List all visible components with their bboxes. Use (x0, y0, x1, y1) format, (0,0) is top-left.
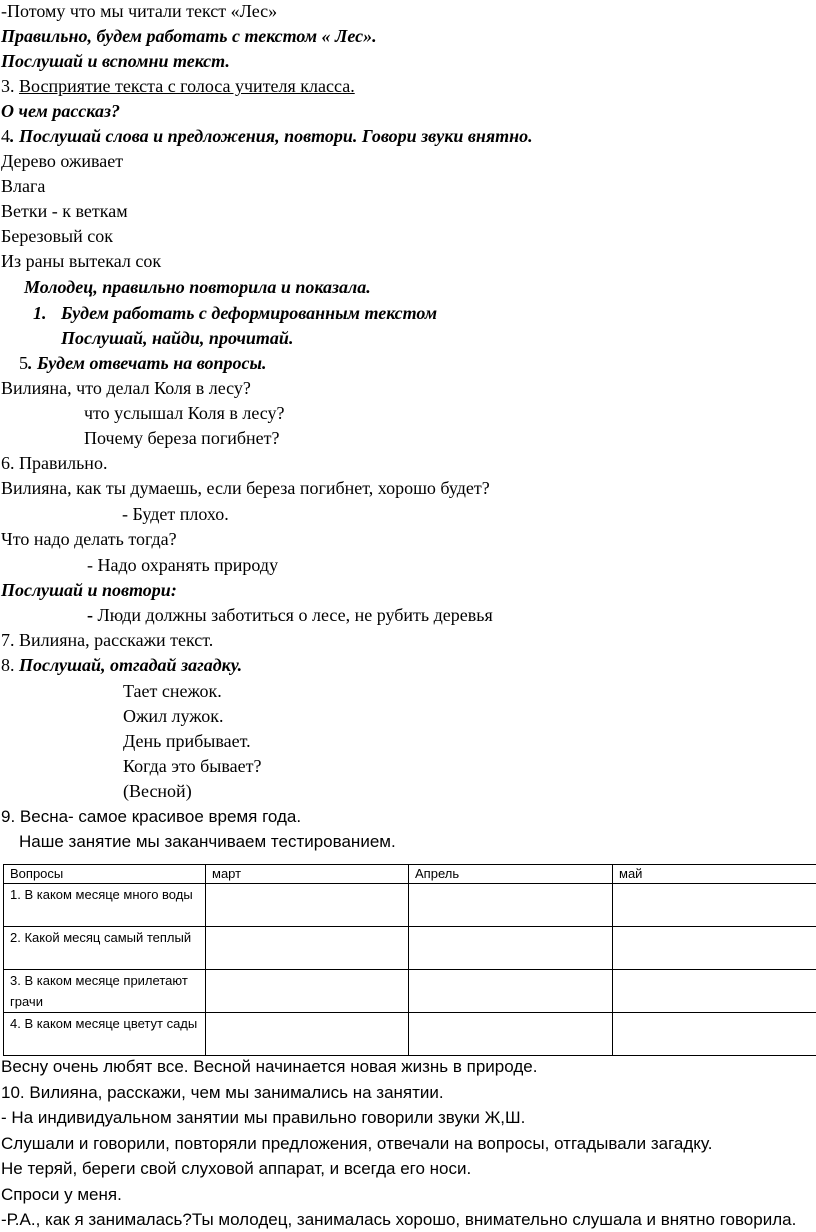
text-line: Ветки - к веткам (1, 201, 128, 221)
text-line: Вилияна, что делал Коля в лесу? (1, 378, 251, 398)
item-number: 4 (1, 126, 10, 146)
table-cell (206, 884, 409, 927)
text-line: Послушай, найди, прочитай. (61, 328, 294, 348)
table-cell (613, 927, 816, 970)
table-header-cell: Апрель (409, 865, 613, 884)
text-line: 9. Весна- самое красивое время года. (1, 807, 302, 826)
table-row (4, 1013, 816, 1056)
text-line: Березовый сок (1, 226, 113, 246)
table-row (4, 884, 816, 927)
item-number: 8. (1, 655, 19, 675)
item-text: Послушай, отгадай загадку. (19, 655, 243, 675)
table-cell (206, 970, 409, 1013)
table-header-cell: март (206, 865, 409, 884)
text-line (1, 654, 242, 676)
table-cell (409, 884, 613, 927)
riddle-line: Тает снежок. (123, 681, 222, 701)
table-header-cell: май (613, 865, 816, 884)
text-line: Будем работать с деформированным текстом (61, 303, 438, 323)
text-line: Что надо делать тогда? (1, 529, 177, 549)
table-cell (409, 1013, 613, 1056)
text-line: что услышал Коля в лесу? (84, 403, 285, 423)
text-line: 7. Вилияна, расскажи текст. (1, 630, 214, 650)
riddle-line: Ожил лужок. (123, 706, 224, 726)
text-line: Наше занятие мы заканчиваем тестированием. (19, 832, 396, 851)
table-cell (409, 970, 613, 1013)
table-cell (409, 927, 613, 970)
text-line (19, 352, 267, 374)
table-cell-question: 1. В каком месяце много воды (4, 884, 206, 927)
text-line: -Р.А., как я занималась?Ты молодец, занималась хорошо, внимательно слушала и внятно говорила. (1, 1210, 797, 1229)
text-line: 6. Правильно. (1, 453, 108, 473)
riddle-line: Когда это бывает? (123, 756, 262, 776)
text-line: О чем рассказ? (1, 101, 120, 121)
text-line: Молодец, правильно повторила и показала. (24, 277, 371, 297)
table-row (4, 927, 816, 970)
riddle-line: День прибывает. (123, 731, 251, 751)
dash: - (87, 605, 98, 625)
text-line: Правильно, будем работать с текстом « Лес». (1, 26, 377, 46)
text-line: Спроси у меня. (1, 1185, 122, 1204)
text-line: Из раны вытекал сок (1, 251, 162, 271)
text-line: Дерево оживает (1, 151, 124, 171)
table-cell-question: 3. В каком месяце прилетают грачи (4, 970, 206, 1013)
text-line: Послушай и вспомни текст. (1, 51, 230, 71)
table-cell (613, 1013, 816, 1056)
table-header-cell: Вопросы (4, 865, 206, 884)
text-line: - Будет плохо. (122, 504, 229, 524)
item-text: Восприятие текста с голоса учителя класса. (19, 76, 355, 96)
text-line: - Надо охранять природу (87, 555, 279, 575)
test-table (3, 864, 816, 1056)
item-text: Люди должны заботиться о лесе, не рубить деревья (97, 605, 493, 625)
table-cell-question: 4. В каком месяце цветут сады (4, 1013, 206, 1056)
item-number: 5 (19, 353, 28, 373)
text-line: - На индивидуальном занятии мы правильно говорили звуки Ж,Ш. (1, 1108, 526, 1127)
table-cell (613, 970, 816, 1013)
text-line (1, 125, 533, 147)
text-line: Вилияна, как ты думаешь, если береза погибнет, хорошо будет? (1, 478, 490, 498)
text-line: 10. Вилияна, расскажи, чем мы занимались на занятии. (1, 1083, 444, 1102)
table-cell-question: 2. Какой месяц самый теплый (4, 927, 206, 970)
text-line (1, 75, 355, 97)
table-header-row (4, 865, 816, 884)
table-cell (613, 884, 816, 927)
text-line: Слушали и говорили, повторяли предложения, отвечали на вопросы, отгадывали загадку. (1, 1134, 713, 1153)
list-item-number: 1. (33, 303, 47, 323)
table-cell (206, 1013, 409, 1056)
text-line: -Потому что мы читали текст «Лес» (1, 1, 278, 21)
text-line: Почему береза погибнет? (84, 428, 280, 448)
text-line: Весну очень любят все. Весной начинается новая жизнь в природе. (1, 1057, 538, 1076)
text-line (87, 604, 493, 626)
item-text: . Послушай слова и предложения, повтори. Говори звуки внятно. (10, 126, 533, 146)
item-text: . Будем отвечать на вопросы. (28, 353, 267, 373)
riddle-answer: (Весной) (123, 781, 192, 801)
table-cell (206, 927, 409, 970)
item-number: 3. (1, 76, 19, 96)
text-line: Послушай и повтори: (1, 580, 177, 600)
text-line: Не теряй, береги свой слуховой аппарат, и всегда его носи. (1, 1159, 472, 1178)
text-line: Влага (1, 176, 46, 196)
table-row (4, 970, 816, 1013)
